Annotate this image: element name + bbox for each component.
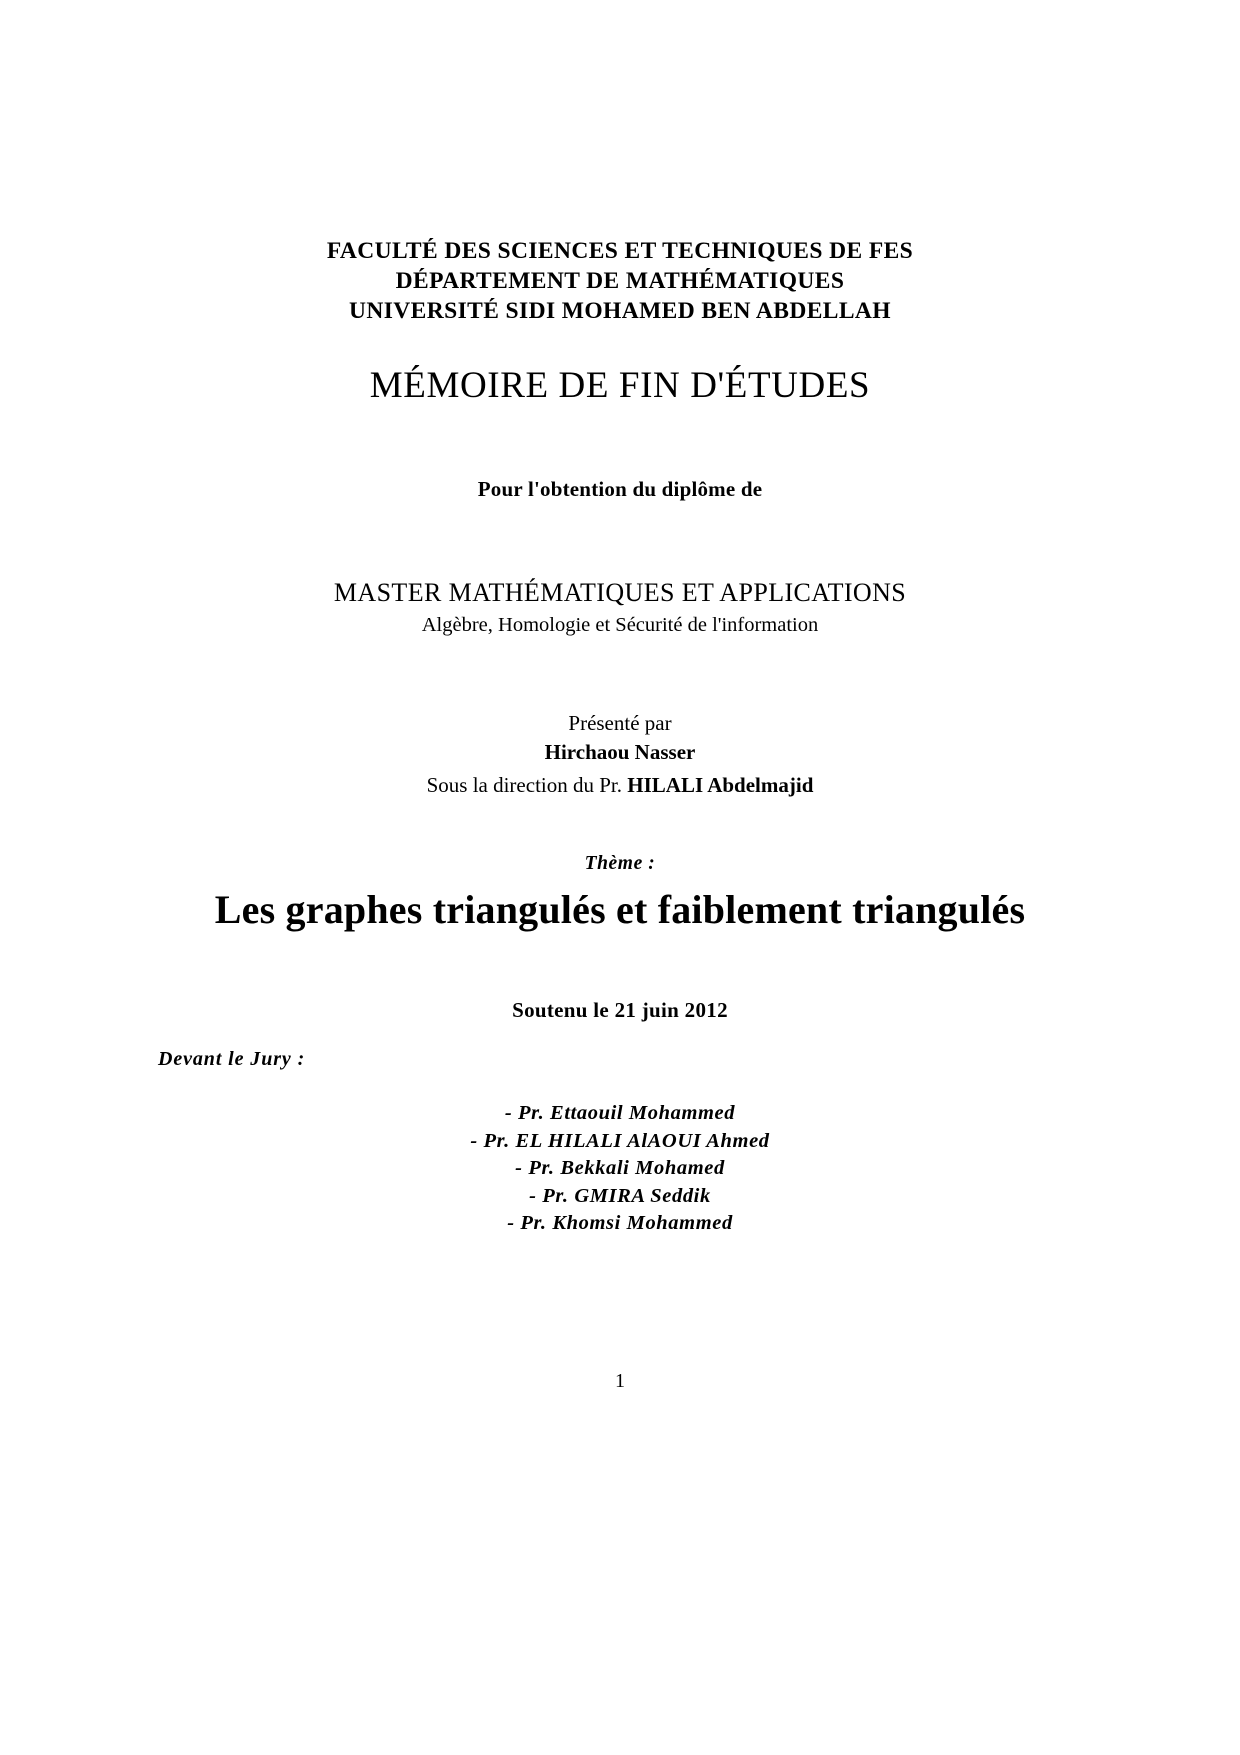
- thesis-title-line-2: triangulés: [852, 887, 1026, 932]
- program-specialty: Algèbre, Homologie et Sécurité de l'information: [421, 614, 819, 636]
- supervisor-name: HILALI Abdelmajid: [627, 773, 814, 797]
- program-block: [0, 578, 1240, 637]
- institution-header: [0, 236, 1240, 326]
- supervision-prefix: Sous la direction du Pr.: [426, 773, 628, 797]
- jury-member: - Pr. Khomsi Mohammed: [507, 1212, 733, 1234]
- memoire-title: MÉMOIRE DE FIN D'ÉTUDES: [369, 365, 871, 406]
- author-block: [0, 709, 1240, 801]
- jury-member: - Pr. GMIRA Seddik: [529, 1184, 711, 1207]
- presented-by-label: Présenté par: [568, 711, 672, 735]
- jury-label: Devant le Jury :: [158, 1048, 306, 1070]
- thesis-title: [160, 884, 1080, 936]
- jury-member: - Pr. Bekkali Mohamed: [515, 1157, 725, 1179]
- institution-line-department: DÉPARTEMENT DE MATHÉMATIQUES: [395, 268, 845, 294]
- theme-label: Thème :: [584, 853, 656, 874]
- defense-date: Soutenu le 21 juin 2012: [512, 998, 728, 1022]
- jury-member-list: [0, 1100, 1240, 1238]
- degree-purpose-text: Pour l'obtention du diplôme de: [477, 477, 763, 501]
- page-number: 1: [615, 1370, 625, 1392]
- jury-member: - Pr. Ettaouil Mohammed: [504, 1102, 736, 1124]
- institution-line-university: UNIVERSITÉ SIDI MOHAMED BEN ABDELLAH: [349, 298, 891, 324]
- jury-member: - Pr. EL HILALI AlAOUI Ahmed: [470, 1129, 770, 1152]
- thesis-title-line-1: Les graphes triangulés et faiblement: [214, 887, 842, 932]
- supervision-line: [0, 769, 1240, 801]
- author-name: Hirchaou Nasser: [544, 740, 696, 764]
- institution-line-faculty: FACULTÉ DES SCIENCES ET TECHNIQUES DE FES: [326, 238, 914, 264]
- program-name: MASTER MATHÉMATIQUES ET APPLICATIONS: [333, 578, 907, 607]
